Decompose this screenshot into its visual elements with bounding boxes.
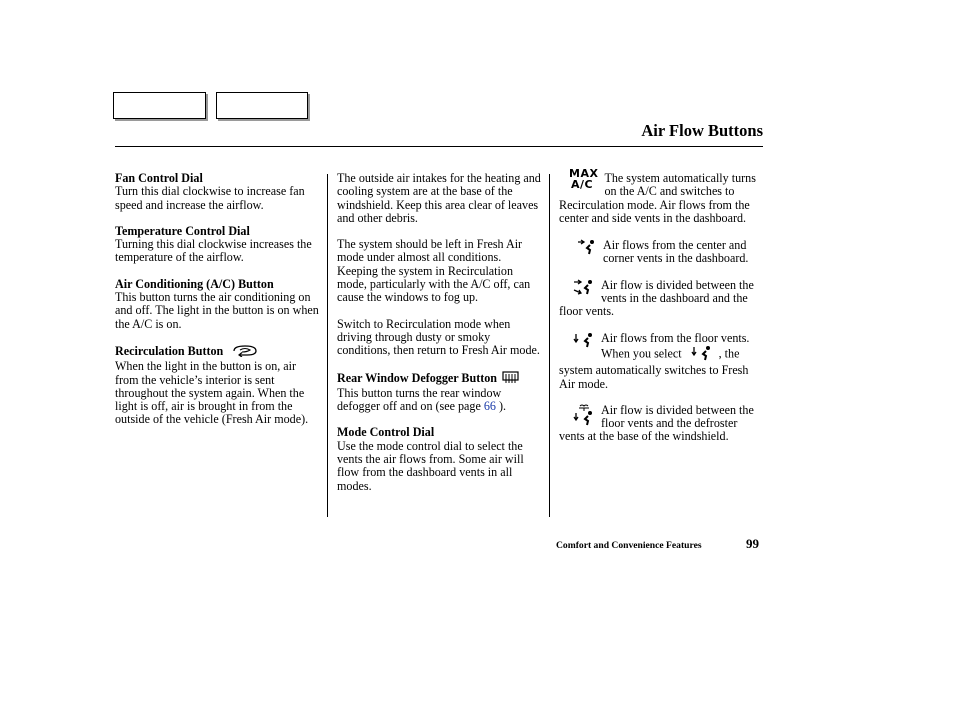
floor-text-after: , the system automatically switches to Fresh Air mode.	[559, 346, 749, 391]
temp-section	[115, 225, 320, 265]
recirc-heading: Recirculation Button	[115, 343, 224, 358]
floor-vent-icon	[573, 332, 595, 346]
defog-heading-row	[337, 371, 544, 387]
floor-defrost-section	[559, 404, 759, 444]
temp-heading: Temperature Control Dial	[115, 223, 250, 238]
floor-section	[559, 332, 759, 391]
column-divider	[549, 174, 550, 517]
page-title: Air Flow Buttons	[641, 121, 763, 140]
ac-heading: Air Conditioning (A/C) Button	[115, 276, 274, 291]
fan-heading: Fan Control Dial	[115, 171, 203, 185]
column-2	[337, 172, 544, 493]
floor-defrost-text: Air flow is divided between the floor vents and the defroster vents at the base of the windshield.	[559, 402, 754, 444]
defog-heading: Rear Window Defogger Button	[337, 370, 498, 385]
page-number: 99	[746, 536, 759, 551]
maxac-text: The system automatically turns on the A/C and switches to Recirculation mode. Air flows from the center and side vents in the dashboard.	[559, 171, 756, 225]
recirculation-icon	[232, 344, 258, 360]
recirc-section	[115, 344, 320, 427]
mode-heading: Mode Control Dial	[337, 425, 435, 440]
rear-defogger-icon	[502, 371, 519, 387]
floor-text-before: Air flows from the floor vents. When you select	[601, 330, 750, 361]
max-ac-icon	[569, 168, 598, 190]
max-ac-label-top: MAX	[569, 167, 599, 180]
max-ac-label-bottom: A/C	[571, 178, 594, 191]
page-link[interactable]: 66	[483, 399, 496, 414]
defog-text-after: ).	[495, 399, 507, 414]
dash-vent-section	[559, 239, 759, 266]
floor-vent-icon-inline	[691, 345, 713, 364]
fresh-air-text: The system should be left in Fresh Air mode under almost all conditions. Keeping the system in Recirculation mode, particularly with the A/C off, can cause the windows to fog up.	[337, 237, 531, 305]
fan-section	[115, 172, 320, 212]
header-rule	[115, 146, 763, 147]
bi-level-vent-icon	[573, 279, 595, 293]
mode-text: Use the mode control dial to select the vents the air flows from. Some air will flow from the dashboard vents in all modes.	[337, 438, 524, 493]
column-1	[115, 172, 320, 440]
ac-text: This button turns the air conditioning on and off. The light in the button is on when the A/C is on.	[115, 290, 319, 331]
floor-defrost-vent-icon	[573, 404, 595, 422]
bilevel-section	[559, 279, 759, 319]
footer-section-label: Comfort and Convenience Features	[556, 540, 702, 551]
maxac-section	[559, 167, 759, 225]
dashboard-vent-icon	[577, 239, 597, 253]
nav-button-next[interactable]	[216, 92, 308, 119]
recirc-text: When the light in the button is on, air from the vehicle’s interior is sent throughout the system again. When the light is off, air is brought in from the outside of the vehicle (Fresh Air mode).	[115, 359, 309, 427]
fan-text: Turn this dial clockwise to increase fan speed and increase the airflow.	[115, 184, 305, 212]
recirc-mode-text: Switch to Recirculation mode when driving through dusty or smoky conditions, then return to Fresh Air mode.	[337, 316, 540, 358]
column-divider	[327, 174, 328, 517]
nav-button-prev[interactable]	[113, 92, 206, 119]
bilevel-text: Air flow is divided between the vents in the dashboard and the floor vents.	[559, 277, 754, 319]
defog-section	[337, 371, 544, 414]
ac-section	[115, 278, 320, 331]
dash-vent-text: Air flows from the center and corner vents in the dashboard.	[603, 238, 749, 266]
mode-section	[337, 426, 544, 492]
column-3	[559, 167, 759, 444]
defog-text-before: This button turns the rear window defogger off and on (see page	[337, 385, 502, 414]
recirc-heading-row	[115, 344, 320, 360]
defog-text	[337, 387, 544, 414]
temp-text: Turning this dial clockwise increases the temperature of the airflow.	[115, 237, 312, 265]
intake-text: The outside air intakes for the heating and cooling system are at the base of the windshield. Keep this area clear of leaves and other debris.	[337, 171, 541, 225]
